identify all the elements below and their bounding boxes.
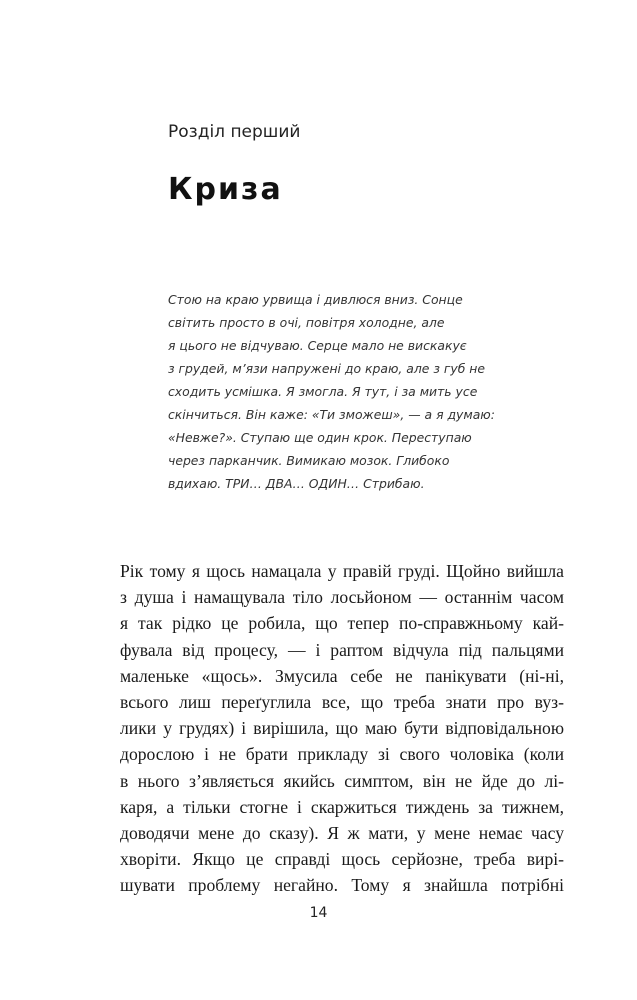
epigraph-line: світить просто в очі, повітря холодне, але bbox=[168, 315, 445, 330]
body-line: всього лиш переґуглила все, що треба знати про вуз- bbox=[120, 692, 564, 713]
page-number: 14 bbox=[309, 905, 328, 921]
body-line: я так рідко це робила, що тепер по-справжньому кай- bbox=[120, 613, 564, 634]
body-line: фувала від процесу, — і раптом відчула під пальцями bbox=[120, 639, 564, 660]
body-line: маленьке «щось». Змусила себе не панікувати (ні-ні, bbox=[120, 665, 564, 686]
section-label: Розділ перший bbox=[168, 122, 301, 142]
epigraph-line: з грудей, м’язи напружені до краю, але з губ не bbox=[168, 361, 486, 376]
epigraph-line: через парканчик. Вимикаю мозок. Глибоко bbox=[168, 453, 450, 468]
body-line: хворіти. Якщо це справді щось серйозне, треба вирі- bbox=[120, 849, 564, 870]
body-line: доводячи мене до сказу). Я ж мати, у мене немає часу bbox=[120, 823, 564, 844]
epigraph-line: «Невже?». Ступаю ще один крок. Переступаю bbox=[168, 430, 472, 445]
epigraph-line: вдихаю. ТРИ… ДВА… ОДИН… Стрибаю. bbox=[168, 476, 425, 491]
epigraph-line: Стою на краю урвища і дивлюся вниз. Сонце bbox=[168, 292, 463, 307]
epigraph-line: сходить усмішка. Я змогла. Я тут, і за мить усе bbox=[168, 384, 478, 399]
epigraph-line: я цього не відчуваю. Серце мало не вискакує bbox=[168, 338, 467, 353]
body-line: лики у грудях) і вирішила, що маю бути відповідальною bbox=[120, 718, 564, 739]
body-line: каря, а тільки стогне і скаржиться тиждень за тижнем, bbox=[120, 796, 564, 817]
body-line: з душа і намащувала тіло лосьйоном — останнім часом bbox=[120, 587, 564, 608]
epigraph-line: скінчиться. Він каже: «Ти зможеш», — а я думаю: bbox=[168, 407, 495, 422]
body-line: Рік тому я щось намацала у правій груді. Щойно вийшла bbox=[120, 561, 564, 581]
body-line: в нього з’являється якийсь симптом, він не йде до лі- bbox=[120, 770, 564, 791]
body-line: шувати проблему негайно. Тому я знайшла потрібні bbox=[120, 875, 564, 896]
epigraph bbox=[168, 288, 495, 495]
body-line: дорослою і не брати прикладу зі свого чоловіка (коли bbox=[120, 744, 564, 765]
chapter-title: Криза bbox=[168, 172, 283, 207]
body-text bbox=[120, 558, 564, 899]
